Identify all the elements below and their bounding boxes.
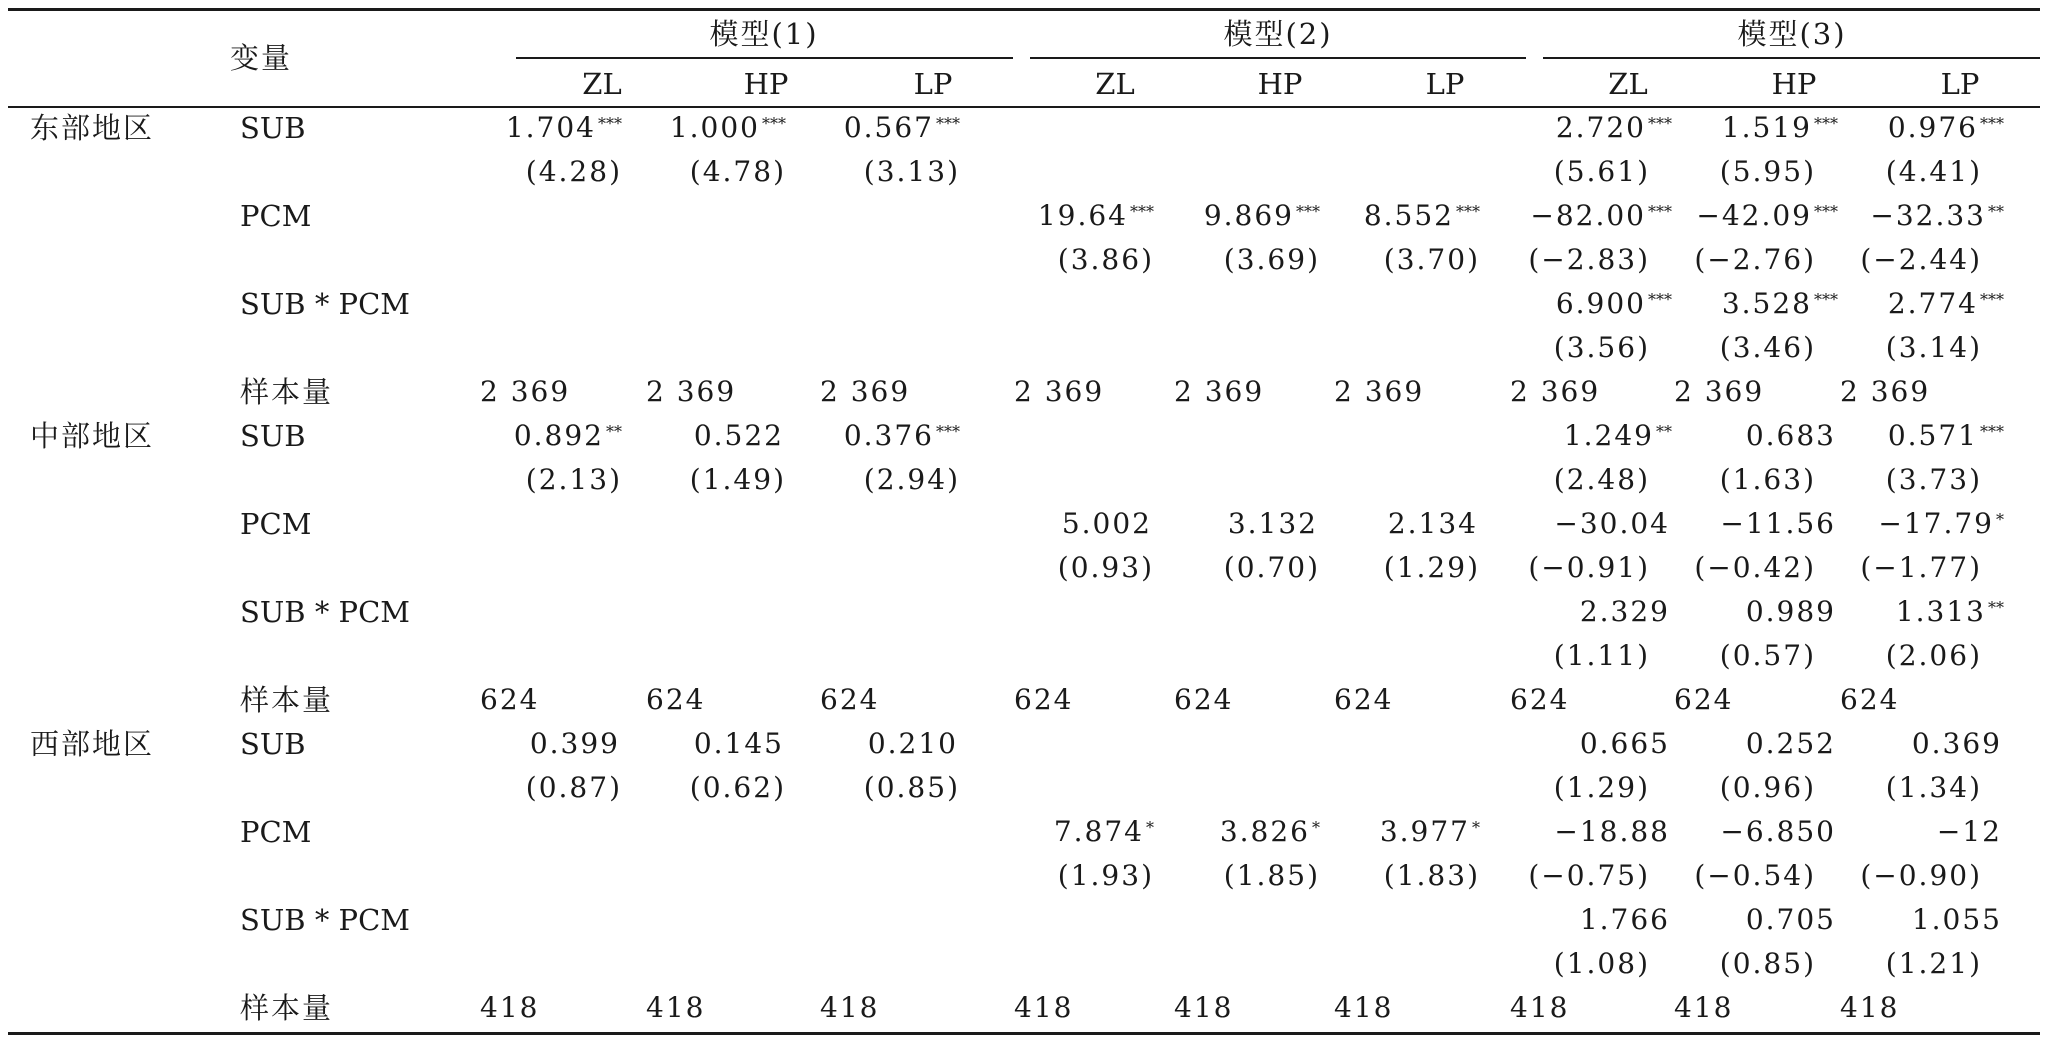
coefficient-value: −11.56 bbox=[1720, 507, 1836, 540]
significance-stars: * bbox=[1472, 818, 1480, 837]
region-label: 西部地区 bbox=[30, 727, 155, 761]
coefficient-cell bbox=[1061, 507, 1154, 540]
coefficient-cell bbox=[1911, 903, 2004, 936]
t-statistic: (1.93) bbox=[1057, 859, 1154, 892]
coefficient-cell bbox=[843, 111, 960, 144]
t-statistic: (−2.76) bbox=[1694, 243, 1816, 276]
coefficient-value: 3.528 bbox=[1721, 287, 1812, 320]
significance-stars: *** bbox=[1648, 290, 1672, 309]
t-statistic: (1.29) bbox=[1383, 551, 1480, 584]
coefficient-cell bbox=[1227, 507, 1320, 540]
coefficient-value: 0.210 bbox=[867, 727, 958, 760]
t-statistic: (2.13) bbox=[525, 463, 622, 496]
sample-size-value: 624 bbox=[1014, 683, 1074, 716]
t-statistic: (−1.77) bbox=[1860, 551, 1982, 584]
sample-size-value: 624 bbox=[1334, 683, 1394, 716]
model-2-header: 模型(2) bbox=[1223, 17, 1333, 51]
t-statistic: (3.70) bbox=[1383, 243, 1480, 276]
t-statistic: (0.85) bbox=[1719, 947, 1816, 980]
sample-size-value: 418 bbox=[1840, 991, 1900, 1024]
significance-stars: * bbox=[1146, 818, 1154, 837]
t-statistic: (0.62) bbox=[689, 771, 786, 804]
coefficient-cell bbox=[843, 419, 960, 452]
coefficient-value: 0.145 bbox=[693, 727, 784, 760]
coefficient-value: 0.399 bbox=[529, 727, 620, 760]
sample-size-value: 418 bbox=[480, 991, 540, 1024]
subcolumn-header: LP bbox=[1425, 67, 1465, 101]
significance-stars: * bbox=[1996, 510, 2004, 529]
variable-label: PCM bbox=[240, 507, 312, 541]
model-1-underline bbox=[516, 57, 1013, 59]
sample-size-value: 418 bbox=[820, 991, 880, 1024]
t-statistic: (3.86) bbox=[1057, 243, 1154, 276]
sample-size-value: 2 369 bbox=[1014, 375, 1105, 408]
coefficient-value: 0.892 bbox=[513, 419, 604, 452]
t-statistic: (1.21) bbox=[1885, 947, 1982, 980]
model-1-header: 模型(1) bbox=[709, 17, 819, 51]
model-3-header: 模型(3) bbox=[1737, 17, 1847, 51]
coefficient-value: 1.249 bbox=[1563, 419, 1654, 452]
model-3-underline bbox=[1543, 57, 2040, 59]
significance-stars: *** bbox=[1814, 290, 1838, 309]
t-statistic: (0.57) bbox=[1719, 639, 1816, 672]
significance-stars: *** bbox=[1456, 202, 1480, 221]
coefficient-cell bbox=[1037, 199, 1154, 232]
model-2-underline bbox=[1030, 57, 1526, 59]
coefficient-value: 3.132 bbox=[1227, 507, 1318, 540]
coefficient-value: −17.79 bbox=[1878, 507, 1994, 540]
t-statistic: (0.93) bbox=[1057, 551, 1154, 584]
sample-size-value: 624 bbox=[480, 683, 540, 716]
subcolumn-header: LP bbox=[913, 67, 953, 101]
coefficient-cell bbox=[529, 727, 622, 760]
t-statistic: (−0.75) bbox=[1528, 859, 1650, 892]
t-statistic: (5.95) bbox=[1719, 155, 1816, 188]
subcolumn-header: HP bbox=[743, 67, 789, 101]
significance-stars: *** bbox=[1814, 202, 1838, 221]
coefficient-cell bbox=[1887, 287, 2004, 320]
t-statistic: (3.14) bbox=[1885, 331, 1982, 364]
coefficient-value: 0.252 bbox=[1745, 727, 1836, 760]
coefficient-cell bbox=[693, 419, 786, 452]
variable-label: SUB bbox=[240, 727, 306, 761]
t-statistic: (0.70) bbox=[1223, 551, 1320, 584]
sample-size-value: 2 369 bbox=[1174, 375, 1265, 408]
significance-stars: *** bbox=[598, 114, 622, 133]
t-statistic: (−0.90) bbox=[1860, 859, 1982, 892]
coefficient-value: 1.519 bbox=[1721, 111, 1812, 144]
coefficient-value: 0.976 bbox=[1887, 111, 1978, 144]
coefficient-value: −6.850 bbox=[1720, 815, 1836, 848]
coefficient-value: 5.002 bbox=[1061, 507, 1152, 540]
coefficient-cell bbox=[1579, 903, 1672, 936]
coefficient-cell bbox=[1203, 199, 1320, 232]
t-statistic: (2.48) bbox=[1553, 463, 1650, 496]
coefficient-value: 0.989 bbox=[1745, 595, 1836, 628]
t-statistic: (1.83) bbox=[1383, 859, 1480, 892]
significance-stars: *** bbox=[1980, 290, 2004, 309]
coefficient-cell bbox=[1745, 419, 1838, 452]
coefficient-value: 0.683 bbox=[1745, 419, 1836, 452]
sample-size-value: 2 369 bbox=[1334, 375, 1425, 408]
sample-size-value: 2 369 bbox=[1510, 375, 1601, 408]
coefficient-cell bbox=[1579, 727, 1672, 760]
coefficient-cell bbox=[1379, 815, 1480, 848]
coefficient-value: −42.09 bbox=[1696, 199, 1812, 232]
significance-stars: *** bbox=[1296, 202, 1320, 221]
coefficient-cell bbox=[1720, 815, 1838, 848]
t-statistic: (3.13) bbox=[863, 155, 960, 188]
t-statistic: (5.61) bbox=[1553, 155, 1650, 188]
subcolumn-header: ZL bbox=[582, 67, 622, 101]
t-statistic: (−0.42) bbox=[1694, 551, 1816, 584]
coefficient-cell bbox=[1887, 111, 2004, 144]
t-statistic: (0.85) bbox=[863, 771, 960, 804]
t-statistic: (1.11) bbox=[1553, 639, 1650, 672]
significance-stars: *** bbox=[936, 422, 960, 441]
t-statistic: (−2.44) bbox=[1860, 243, 1982, 276]
sample-size-value: 418 bbox=[1674, 991, 1734, 1024]
coefficient-value: 7.874 bbox=[1053, 815, 1144, 848]
variable-label: PCM bbox=[240, 199, 312, 233]
coefficient-cell bbox=[1554, 815, 1672, 848]
t-statistic: (3.46) bbox=[1719, 331, 1816, 364]
sample-size-value: 624 bbox=[1174, 683, 1234, 716]
t-statistic: (−0.91) bbox=[1528, 551, 1650, 584]
variable-label: PCM bbox=[240, 815, 312, 849]
sample-size-label: 样本量 bbox=[240, 683, 334, 717]
sample-size-value: 418 bbox=[1510, 991, 1570, 1024]
coefficient-cell bbox=[1387, 507, 1480, 540]
subcolumn-header: ZL bbox=[1095, 67, 1135, 101]
subcolumn-header: LP bbox=[1940, 67, 1980, 101]
sample-size-value: 624 bbox=[646, 683, 706, 716]
t-statistic: (1.34) bbox=[1885, 771, 1982, 804]
t-statistic: (2.94) bbox=[863, 463, 960, 496]
significance-stars: *** bbox=[1648, 202, 1672, 221]
variable-label: SUB * PCM bbox=[240, 287, 410, 321]
variable-label: SUB bbox=[240, 419, 306, 453]
coefficient-cell bbox=[1219, 815, 1320, 848]
coefficient-cell bbox=[1053, 815, 1154, 848]
coefficient-cell bbox=[1530, 199, 1672, 232]
significance-stars: *** bbox=[1130, 202, 1154, 221]
coefficient-value: 1.704 bbox=[505, 111, 596, 144]
coefficient-value: 0.665 bbox=[1579, 727, 1670, 760]
header-rule bbox=[8, 106, 2040, 108]
coefficient-cell bbox=[1720, 507, 1838, 540]
coefficient-value: 19.64 bbox=[1037, 199, 1128, 232]
coefficient-value: 0.369 bbox=[1911, 727, 2002, 760]
t-statistic: (2.06) bbox=[1885, 639, 1982, 672]
variable-label: SUB * PCM bbox=[240, 595, 410, 629]
significance-stars: *** bbox=[1980, 114, 2004, 133]
t-statistic: (1.29) bbox=[1553, 771, 1650, 804]
coefficient-cell bbox=[1363, 199, 1480, 232]
subcolumn-header: HP bbox=[1771, 67, 1817, 101]
coefficient-cell bbox=[693, 727, 786, 760]
coefficient-value: −12 bbox=[1936, 815, 2002, 848]
significance-stars: ** bbox=[1988, 202, 2004, 221]
t-statistic: (1.63) bbox=[1719, 463, 1816, 496]
t-statistic: (3.56) bbox=[1553, 331, 1650, 364]
coefficient-cell bbox=[867, 727, 960, 760]
sample-size-value: 2 369 bbox=[1840, 375, 1931, 408]
sample-size-value: 624 bbox=[820, 683, 880, 716]
coefficient-value: 0.705 bbox=[1745, 903, 1836, 936]
coefficient-cell bbox=[1721, 287, 1838, 320]
t-statistic: (0.96) bbox=[1719, 771, 1816, 804]
coefficient-cell bbox=[1555, 287, 1672, 320]
coefficient-cell bbox=[513, 419, 622, 452]
significance-stars: *** bbox=[1814, 114, 1838, 133]
coefficient-cell bbox=[1895, 595, 2004, 628]
sample-size-value: 624 bbox=[1840, 683, 1900, 716]
coefficient-cell bbox=[1936, 815, 2004, 848]
coefficient-value: 1.000 bbox=[669, 111, 760, 144]
coefficient-value: −30.04 bbox=[1554, 507, 1670, 540]
t-statistic: (3.69) bbox=[1223, 243, 1320, 276]
region-label: 东部地区 bbox=[30, 111, 155, 145]
coefficient-value: 3.977 bbox=[1379, 815, 1470, 848]
coefficient-value: 2.720 bbox=[1555, 111, 1646, 144]
coefficient-cell bbox=[1554, 507, 1672, 540]
significance-stars: *** bbox=[1648, 114, 1672, 133]
coefficient-cell bbox=[1745, 903, 1838, 936]
coefficient-value: −82.00 bbox=[1530, 199, 1646, 232]
t-statistic: (−2.83) bbox=[1528, 243, 1650, 276]
variable-label: SUB * PCM bbox=[240, 903, 410, 937]
sample-size-value: 2 369 bbox=[480, 375, 571, 408]
variable-label: SUB bbox=[240, 111, 306, 145]
coefficient-value: 0.376 bbox=[843, 419, 934, 452]
coefficient-value: 1.055 bbox=[1911, 903, 2002, 936]
sample-size-value: 418 bbox=[1174, 991, 1234, 1024]
subcolumn-header: ZL bbox=[1608, 67, 1648, 101]
coefficient-cell bbox=[1911, 727, 2004, 760]
coefficient-cell bbox=[1887, 419, 2004, 452]
coefficient-value: 0.571 bbox=[1887, 419, 1978, 452]
variable-header: 变量 bbox=[230, 41, 293, 75]
coefficient-value: 2.329 bbox=[1579, 595, 1670, 628]
coefficient-cell bbox=[669, 111, 786, 144]
sample-size-value: 2 369 bbox=[820, 375, 911, 408]
t-statistic: (4.41) bbox=[1885, 155, 1982, 188]
coefficient-value: 2.774 bbox=[1887, 287, 1978, 320]
coefficient-value: 8.552 bbox=[1363, 199, 1454, 232]
coefficient-value: 0.522 bbox=[693, 419, 784, 452]
significance-stars: ** bbox=[606, 422, 622, 441]
sample-size-value: 624 bbox=[1510, 683, 1570, 716]
t-statistic: (4.28) bbox=[525, 155, 622, 188]
coefficient-value: 3.826 bbox=[1219, 815, 1310, 848]
coefficient-cell bbox=[1579, 595, 1672, 628]
sample-size-value: 418 bbox=[1014, 991, 1074, 1024]
sample-size-value: 418 bbox=[646, 991, 706, 1024]
coefficient-cell bbox=[1555, 111, 1672, 144]
coefficient-cell bbox=[1745, 595, 1838, 628]
significance-stars: ** bbox=[1656, 422, 1672, 441]
t-statistic: (−0.54) bbox=[1694, 859, 1816, 892]
t-statistic: (3.73) bbox=[1885, 463, 1982, 496]
sample-size-label: 样本量 bbox=[240, 375, 334, 409]
coefficient-value: 0.567 bbox=[843, 111, 934, 144]
coefficient-cell bbox=[1870, 199, 2004, 232]
t-statistic: (1.49) bbox=[689, 463, 786, 496]
coefficient-value: 6.900 bbox=[1555, 287, 1646, 320]
coefficient-value: 1.766 bbox=[1579, 903, 1670, 936]
significance-stars: *** bbox=[762, 114, 786, 133]
coefficient-value: 9.869 bbox=[1203, 199, 1294, 232]
region-label: 中部地区 bbox=[30, 419, 155, 453]
sample-size-value: 2 369 bbox=[646, 375, 737, 408]
coefficient-value: 1.313 bbox=[1895, 595, 1986, 628]
coefficient-cell bbox=[1696, 199, 1838, 232]
significance-stars: ** bbox=[1988, 598, 2004, 617]
coefficient-cell bbox=[1878, 507, 2004, 540]
coefficient-cell bbox=[1563, 419, 1672, 452]
coefficient-value: −18.88 bbox=[1554, 815, 1670, 848]
bottom-rule bbox=[8, 1032, 2040, 1035]
t-statistic: (0.87) bbox=[525, 771, 622, 804]
top-rule bbox=[8, 8, 2040, 11]
t-statistic: (1.08) bbox=[1553, 947, 1650, 980]
significance-stars: * bbox=[1312, 818, 1320, 837]
coefficient-cell bbox=[1721, 111, 1838, 144]
significance-stars: *** bbox=[1980, 422, 2004, 441]
coefficient-value: 2.134 bbox=[1387, 507, 1478, 540]
coefficient-value: −32.33 bbox=[1870, 199, 1986, 232]
significance-stars: *** bbox=[936, 114, 960, 133]
sample-size-value: 624 bbox=[1674, 683, 1734, 716]
sample-size-value: 2 369 bbox=[1674, 375, 1765, 408]
sample-size-label: 样本量 bbox=[240, 991, 334, 1025]
t-statistic: (4.78) bbox=[689, 155, 786, 188]
t-statistic: (1.85) bbox=[1223, 859, 1320, 892]
subcolumn-header: HP bbox=[1257, 67, 1303, 101]
coefficient-cell bbox=[1745, 727, 1838, 760]
sample-size-value: 418 bbox=[1334, 991, 1394, 1024]
coefficient-cell bbox=[505, 111, 622, 144]
